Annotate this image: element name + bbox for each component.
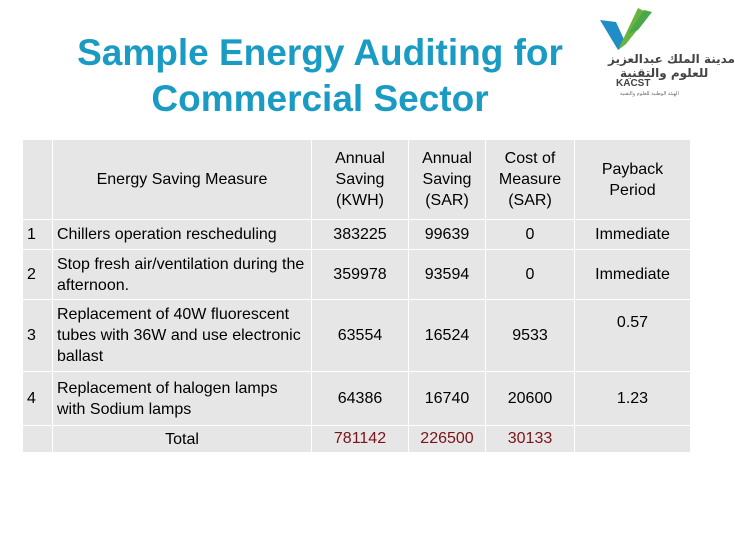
header-payback-period: Payback Period bbox=[575, 140, 691, 220]
row-cost: 20600 bbox=[486, 372, 575, 426]
row-sar: 99639 bbox=[409, 220, 486, 250]
logo-subtext: الهيئة الوطنية للعلوم والتقنية bbox=[620, 91, 679, 97]
row-payback: Immediate bbox=[575, 250, 691, 300]
row-sar: 16740 bbox=[409, 372, 486, 426]
row-sar: 93594 bbox=[409, 250, 486, 300]
header-row bbox=[23, 140, 691, 220]
row-number: 3 bbox=[23, 300, 53, 372]
table-row bbox=[23, 250, 691, 300]
title-line-2: Commercial Sector bbox=[151, 78, 489, 119]
total-cost: 30133 bbox=[486, 426, 575, 453]
row-number: 4 bbox=[23, 372, 53, 426]
row-kwh: 63554 bbox=[312, 300, 409, 372]
kacst-logo bbox=[594, 8, 735, 100]
row-payback: 1.23 bbox=[575, 372, 691, 426]
row-measure: Stop fresh air/ventilation during the afternoon. bbox=[53, 250, 312, 300]
slide-title bbox=[40, 30, 600, 122]
total-row bbox=[23, 426, 691, 453]
row-cost: 0 bbox=[486, 220, 575, 250]
title-line-1: Sample Energy Auditing for bbox=[77, 32, 563, 73]
row-kwh: 64386 bbox=[312, 372, 409, 426]
logo-arabic-line-1: مدينة الملك عبدالعزيز bbox=[608, 52, 735, 66]
header-annual-saving-kwh: Annual Saving (KWH) bbox=[312, 140, 409, 220]
table-row bbox=[23, 372, 691, 426]
row-kwh: 359978 bbox=[312, 250, 409, 300]
row-number: 1 bbox=[23, 220, 53, 250]
energy-audit-table bbox=[22, 139, 691, 453]
header-annual-saving-sar: Annual Saving (SAR) bbox=[409, 140, 486, 220]
row-cost: 9533 bbox=[486, 300, 575, 372]
row-measure: Replacement of halogen lamps with Sodium lamps bbox=[53, 372, 312, 426]
row-number: 2 bbox=[23, 250, 53, 300]
row-payback: 0.57 bbox=[575, 300, 691, 372]
row-sar: 16524 bbox=[409, 300, 486, 372]
total-kwh: 781142 bbox=[312, 426, 409, 453]
total-label: Total bbox=[53, 426, 312, 453]
header-measure: Energy Saving Measure bbox=[53, 140, 312, 220]
row-payback: Immediate bbox=[575, 220, 691, 250]
table-row bbox=[23, 220, 691, 250]
logo-english-text: KACST bbox=[616, 78, 651, 89]
row-kwh: 383225 bbox=[312, 220, 409, 250]
row-measure: Chillers operation rescheduling bbox=[53, 220, 312, 250]
total-number bbox=[23, 426, 53, 453]
table-row bbox=[23, 300, 691, 372]
row-cost: 0 bbox=[486, 250, 575, 300]
header-number bbox=[23, 140, 53, 220]
header-cost-of-measure: Cost of Measure (SAR) bbox=[486, 140, 575, 220]
logo-arabic-line-2: للعلوم والتقنية bbox=[620, 66, 709, 80]
total-sar: 226500 bbox=[409, 426, 486, 453]
total-payback bbox=[575, 426, 691, 453]
checkmark-icon bbox=[594, 8, 704, 52]
row-measure: Replacement of 40W fluorescent tubes with 36W and use electronic ballast bbox=[53, 300, 312, 372]
